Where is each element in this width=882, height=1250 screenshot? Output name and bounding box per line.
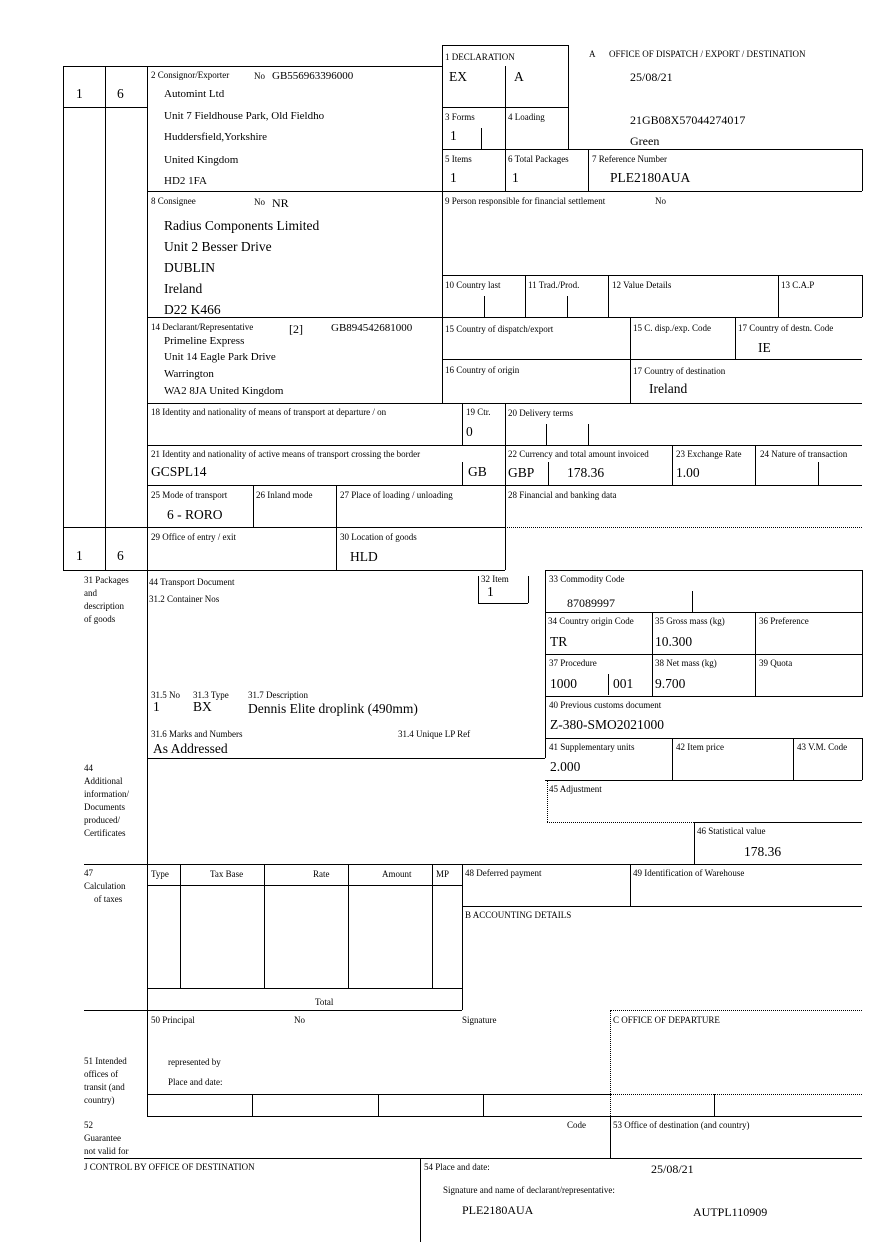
consignor-line: HD2 1FA [164, 175, 207, 187]
supplementary-units: 2.000 [550, 759, 581, 774]
box44-side-label: Certificates [84, 828, 126, 838]
box30-label: 30 Location of goods [340, 532, 417, 542]
box8-no-label: No [254, 197, 265, 207]
tax-col-header: Amount [382, 869, 412, 879]
box53-label: 53 Office of destination (and country) [613, 1120, 750, 1130]
box20-label: 20 Delivery terms [508, 408, 573, 418]
tax-total-label: Total [315, 997, 334, 1007]
box19-label: 19 Ctr. [466, 407, 491, 417]
box37-label: 37 Procedure [549, 658, 597, 668]
box25-label: 25 Mode of transport [151, 490, 228, 500]
description-label: 31.7 Description [248, 690, 308, 700]
box50-rep-label: represented by [168, 1057, 221, 1067]
marks-value: As Addressed [153, 741, 228, 756]
declarant-eori: GB894542681000 [331, 322, 413, 334]
box14-label: 14 Declarant/Representative [151, 322, 254, 332]
route-status: Green [630, 134, 660, 148]
copy-mark-right-bottom: 6 [117, 548, 124, 563]
box45-label: 45 Adjustment [549, 784, 602, 794]
box44-side-label: 44 [84, 763, 93, 773]
box42-label: 42 Item price [676, 742, 724, 752]
procedure-code: 1000 [550, 676, 577, 691]
box50-no-label: No [294, 1015, 305, 1025]
box10-label: 10 Country last [445, 280, 501, 290]
box44-side-label: information/ [84, 789, 129, 799]
box24-label: 24 Nature of transaction [760, 449, 848, 459]
destination-code: IE [758, 340, 771, 355]
box49-label: 49 Identification of Warehouse [633, 868, 745, 878]
declaration-type: EX [449, 69, 467, 84]
boxA-letter: A [589, 49, 596, 59]
boxA-label: OFFICE OF DISPATCH / EXPORT / DESTINATION [609, 49, 806, 59]
box52-side-label: not valid for [84, 1146, 129, 1156]
items-value: 1 [450, 170, 457, 185]
box27-label: 27 Place of loading / unloading [340, 490, 453, 500]
mrn-number: 21GB08X57044274017 [630, 113, 746, 127]
tax-col-header: Type [151, 869, 169, 879]
additional-procedure: 001 [613, 676, 634, 691]
box4-label: 4 Loading [508, 112, 545, 122]
tax-col-header: Rate [313, 869, 330, 879]
box7-label: 7 Reference Number [592, 154, 667, 164]
exchange-rate: 1.00 [676, 465, 700, 480]
declaration-date: 25/08/21 [630, 70, 673, 84]
signature-reference: PLE2180AUA [462, 1203, 534, 1217]
box3-label: 3 Forms [445, 112, 475, 122]
box39-label: 39 Quota [759, 658, 793, 668]
box5-label: 5 Items [445, 154, 472, 164]
box31-side-label: 31 Packages [84, 575, 129, 585]
package-no-label: 31.5 No [151, 690, 180, 700]
statistical-value: 178.36 [744, 844, 782, 859]
package-type: BX [193, 699, 212, 714]
box44-side-label: Documents [84, 802, 125, 812]
box28-label: 28 Financial and banking data [508, 490, 617, 500]
unique-lp-label: 31.4 Unique LP Ref [398, 729, 471, 739]
consignor-line: United Kingdom [164, 154, 239, 166]
box51-side-label: offices of [84, 1069, 119, 1079]
signature-date: 25/08/21 [651, 1162, 694, 1176]
box17a-label: 17 Country of destn. Code [738, 323, 834, 333]
signature-user: AUTPL110909 [693, 1205, 768, 1219]
box50-signature-label: Signature [462, 1015, 497, 1025]
box46-label: 46 Statistical value [697, 826, 766, 836]
box47-side-label: Calculation [84, 881, 126, 891]
invoice-amount: 178.36 [567, 465, 605, 480]
consignee-eori: NR [272, 196, 289, 210]
goods-location: HLD [350, 549, 378, 564]
consignee-line: DUBLIN [164, 260, 215, 275]
box51-side-label: 51 Intended [84, 1056, 127, 1066]
box54-label: 54 Place and date: [424, 1162, 490, 1172]
box11-label: 11 Trad./Prod. [528, 280, 580, 290]
container-indicator: 0 [466, 424, 473, 439]
box29-label: 29 Office of entry / exit [151, 532, 237, 542]
box52-code-label: Code [567, 1120, 586, 1130]
box35-label: 35 Gross mass (kg) [655, 616, 725, 626]
destination-country: Ireland [649, 381, 688, 396]
box9-no-label: No [655, 196, 666, 206]
consignor-line: Automint Ltd [164, 88, 225, 100]
box18-label: 18 Identity and nationality of means of transport at departure / on [151, 407, 387, 417]
box34-label: 34 Country origin Code [548, 616, 634, 626]
box26-label: 26 Inland mode [256, 490, 313, 500]
box13-label: 13 C.A.P [781, 280, 815, 290]
box40-label: 40 Previous customs document [549, 700, 662, 710]
box12-label: 12 Value Details [612, 280, 672, 290]
declarant-status: [2] [289, 322, 303, 336]
box9-label: 9 Person responsible for financial settlement [445, 196, 606, 206]
box44-side-label: produced/ [84, 815, 120, 825]
declarant-line: Unit 14 Eagle Park Drive [164, 351, 276, 363]
container-nos-label: 31.2 Container Nos [149, 594, 220, 604]
consignee-line: Radius Components Limited [164, 218, 320, 233]
box21-label: 21 Identity and nationality of active means of transport crossing the border [151, 449, 421, 459]
box51-side-label: country) [84, 1095, 115, 1105]
box16-label: 16 Country of origin [445, 365, 520, 375]
box32-label: 32 Item [481, 574, 509, 584]
transport-doc-label: 44 Transport Document [149, 577, 235, 587]
commodity-code: 87089997 [567, 596, 615, 610]
box8-label: 8 Consignee [151, 196, 196, 206]
boxC-label: C OFFICE OF DEPARTURE [613, 1015, 720, 1025]
reference-number: PLE2180AUA [610, 170, 691, 185]
declaration-subtype: A [514, 69, 524, 84]
box50-place-label: Place and date: [168, 1077, 223, 1087]
consignor-eori: GB556963396000 [272, 70, 354, 82]
box52-side-label: 52 [84, 1120, 93, 1130]
box50-label: 50 Principal [151, 1015, 195, 1025]
box22-label: 22 Currency and total amount invoiced [508, 449, 649, 459]
box52-side-label: Guarantee [84, 1133, 121, 1143]
net-mass: 9.700 [655, 676, 686, 691]
box17-label: 17 Country of destination [633, 366, 726, 376]
goods-description: Dennis Elite droplink (490mm) [248, 701, 418, 716]
consignor-line: Huddersfield,Yorkshire [164, 131, 268, 143]
copy-mark-left-top: 1 [76, 86, 83, 101]
box47-side-label: 47 [84, 868, 93, 878]
gross-mass: 10.300 [655, 634, 693, 649]
box15-label: 15 Country of dispatch/export [445, 324, 554, 334]
box15a-label: 15 C. disp./exp. Code [633, 323, 711, 333]
marks-label: 31.6 Marks and Numbers [151, 729, 243, 739]
transport-nationality: GB [468, 464, 487, 479]
box23-label: 23 Exchange Rate [676, 449, 742, 459]
currency: GBP [508, 465, 535, 480]
declarant-line: Primeline Express [164, 335, 245, 347]
box48-label: 48 Deferred payment [465, 868, 542, 878]
box1-label: 1 DECLARATION [445, 52, 515, 62]
transport-mode: 6 - RORO [167, 507, 223, 522]
boxJ-label: J CONTROL BY OFFICE OF DESTINATION [84, 1162, 255, 1172]
consignee-line: Ireland [164, 281, 203, 296]
declarant-line: WA2 8JA United Kingdom [164, 385, 284, 397]
box51-side-label: transit (and [84, 1082, 125, 1092]
packages-value: 1 [512, 170, 519, 185]
box2-no-label: No [254, 71, 265, 81]
consignee-line: D22 K466 [164, 302, 221, 317]
box54-signature-label: Signature and name of declarant/representative: [443, 1185, 615, 1195]
box43-label: 43 V.M. Code [797, 742, 848, 752]
consignee-line: Unit 2 Besser Drive [164, 239, 272, 254]
declarant-line: Warrington [164, 368, 214, 380]
box31-side-label: description [84, 601, 124, 611]
package-no: 1 [153, 699, 160, 714]
copy-mark-right-top: 6 [117, 86, 124, 101]
box31-side-label: of goods [84, 614, 116, 624]
origin-code: TR [550, 634, 568, 649]
boxB-label: B ACCOUNTING DETAILS [465, 910, 572, 920]
forms-value: 1 [450, 128, 457, 143]
transport-identity: GCSPL14 [151, 464, 207, 479]
package-type-label: 31.3 Type [193, 690, 229, 700]
box6-label: 6 Total Packages [508, 154, 569, 164]
previous-document: Z-380-SMO2021000 [550, 717, 664, 732]
box36-label: 36 Preference [759, 616, 809, 626]
box47-side-label: of taxes [94, 894, 123, 904]
box44-side-label: Additional [84, 776, 123, 786]
tax-col-header: MP [436, 869, 450, 879]
tax-col-header: Tax Base [210, 869, 244, 879]
box2-label: 2 Consignor/Exporter [151, 70, 230, 80]
box33-label: 33 Commodity Code [549, 574, 625, 584]
box38-label: 38 Net mass (kg) [655, 658, 717, 668]
item-number: 1 [487, 584, 494, 599]
copy-mark-left-bottom: 1 [76, 548, 83, 563]
consignor-line: Unit 7 Fieldhouse Park, Old Fieldho [164, 110, 325, 122]
box41-label: 41 Supplementary units [549, 742, 635, 752]
box31-side-label: and [84, 588, 97, 598]
